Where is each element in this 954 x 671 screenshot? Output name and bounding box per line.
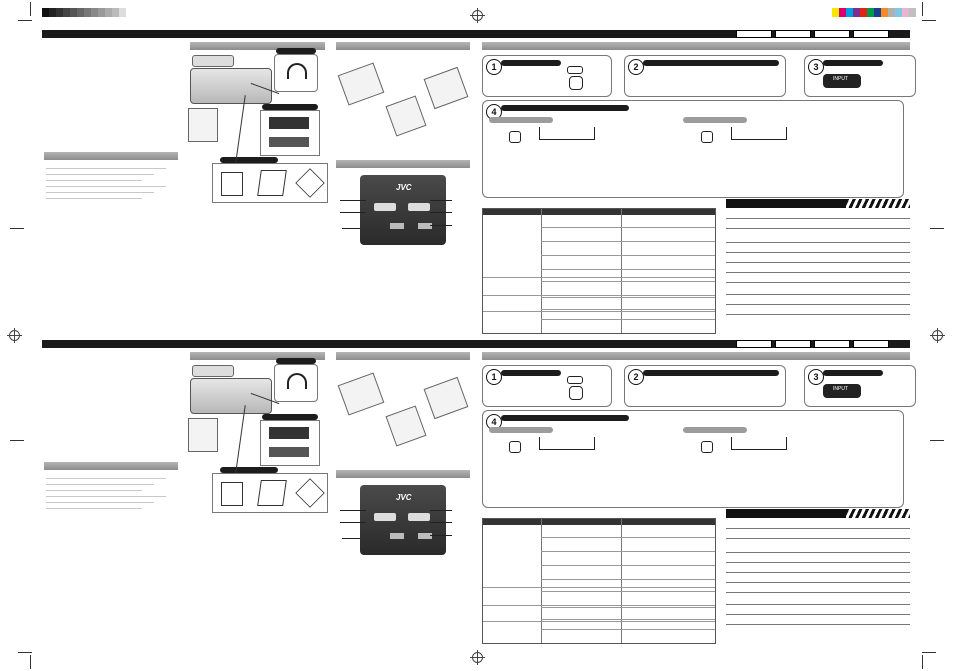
color-swatch (902, 8, 909, 17)
input-selector-label: INPUT (833, 76, 848, 82)
section-header-notes (44, 462, 178, 470)
gray-swatch (70, 8, 77, 17)
bracket-diagram (731, 127, 787, 140)
vcr-icon (269, 117, 309, 129)
insert-diagram-2 (424, 377, 469, 419)
crop-mark (30, 655, 31, 669)
step-2-box (624, 365, 786, 407)
step-4-title (501, 105, 629, 111)
table-row-divider (541, 241, 715, 242)
color-swatch (853, 8, 860, 17)
step-number-2: 2 (628, 369, 644, 385)
step-2-title (643, 60, 779, 66)
text-line (46, 186, 166, 187)
section-header-operation (482, 352, 910, 360)
table-row-divider (541, 619, 715, 620)
registration-mark-icon (472, 10, 483, 21)
color-swatch (860, 8, 867, 17)
registration-mark-icon (472, 652, 483, 663)
crop-mark (922, 655, 923, 669)
callout-line (430, 200, 452, 201)
spec-rule (726, 592, 910, 593)
device-button-right (408, 203, 430, 211)
gray-swatch (119, 8, 126, 17)
av-devices-box (260, 420, 320, 466)
step-number-4: 4 (486, 414, 502, 430)
table-row-divider (483, 587, 715, 588)
jvc-logo: JVC (396, 183, 412, 192)
table-row-divider (541, 309, 715, 310)
input-selector-icon (823, 384, 861, 398)
jvc-device-top-view (360, 175, 446, 245)
bracket-diagram (539, 437, 595, 450)
crop-mark (922, 20, 936, 21)
specs-header-band (726, 509, 846, 518)
text-line (46, 502, 154, 503)
bracket-diagram (539, 127, 595, 140)
table-header (483, 519, 715, 525)
crop-mark (922, 652, 936, 653)
spec-rule (726, 272, 910, 273)
step-2-box (624, 55, 786, 97)
color-swatch (839, 8, 846, 17)
spec-rule (726, 614, 910, 615)
player-unit (192, 365, 234, 377)
table-row-divider (541, 579, 715, 580)
callout-line (340, 212, 366, 213)
device-button-right (408, 513, 430, 521)
headphones-icon (287, 63, 307, 79)
color-swatch (832, 8, 839, 17)
header-tab (775, 340, 811, 348)
callout-line (430, 225, 452, 226)
step-4-left-subtitle (489, 427, 553, 433)
crop-mark (18, 652, 32, 653)
spec-rule (726, 528, 910, 529)
step-number-3: 3 (808, 369, 824, 385)
gray-swatch (42, 8, 49, 17)
device-button-left (374, 513, 396, 521)
callout-line (340, 510, 366, 511)
text-line (46, 168, 166, 169)
vcr-icon (269, 427, 309, 439)
step-4-right-subtitle (683, 117, 747, 123)
callout-line (430, 212, 452, 213)
switch-icon (567, 376, 583, 384)
crop-mark (18, 20, 32, 21)
color-swatch (888, 8, 895, 17)
spec-rule (726, 624, 910, 625)
camcorder-icon (221, 482, 243, 506)
device-port-right (418, 223, 432, 229)
step-4-box (482, 410, 904, 508)
table-row-divider (483, 295, 715, 296)
av-devices-box (260, 110, 320, 156)
devices-box (212, 473, 328, 513)
header-tab (853, 340, 889, 348)
step-4-right-subtitle (683, 427, 747, 433)
step-1-box (482, 365, 612, 407)
wall-outlet (188, 108, 218, 142)
table-row-divider (541, 227, 715, 228)
step-3-box (804, 365, 916, 407)
wall-outlet (188, 418, 218, 452)
hand-pointer-icon (701, 131, 713, 143)
callout-line (340, 522, 366, 523)
portable-dvd-icon (257, 480, 287, 506)
table-row-divider (483, 311, 715, 312)
text-line (46, 496, 166, 497)
insert-diagram-2 (424, 67, 469, 109)
step-number-2: 2 (628, 59, 644, 75)
cable-line (235, 405, 245, 472)
troubleshooting-table (482, 208, 716, 334)
text-line (46, 508, 142, 509)
switch-icon (567, 66, 583, 74)
registration-mark-icon (932, 330, 943, 341)
spec-rule (726, 304, 910, 305)
spec-rule (726, 294, 910, 295)
step-number-4: 4 (486, 104, 502, 120)
step-3-box (804, 55, 916, 97)
step-1-box (482, 55, 612, 97)
crop-mark (10, 228, 24, 229)
specs-header-band (726, 199, 846, 208)
header-tab (814, 30, 850, 38)
spec-rule (726, 218, 910, 219)
table-row-divider (483, 621, 715, 622)
insert-diagram-1 (338, 62, 385, 105)
text-line (46, 174, 154, 175)
step-number-1: 1 (486, 369, 502, 385)
crop-mark (930, 440, 944, 441)
header-tab (736, 340, 772, 348)
registration-mark-icon (9, 330, 20, 341)
callout-line (430, 510, 452, 511)
table-row-divider (541, 269, 715, 270)
player-unit (192, 55, 234, 67)
jvc-device-top-view (360, 485, 446, 555)
section-header-insert (336, 352, 470, 360)
color-swatch (867, 8, 874, 17)
jvc-logo: JVC (396, 493, 412, 502)
header-tab (814, 340, 850, 348)
crop-mark (30, 2, 31, 16)
header-tab (853, 30, 889, 38)
gray-swatch (91, 8, 98, 17)
device-port-left (390, 223, 404, 229)
section-header-operation (482, 42, 910, 50)
table-row-divider (541, 297, 715, 298)
spec-rule (726, 552, 910, 553)
headphones-icon (287, 373, 307, 389)
header-tab (775, 30, 811, 38)
gray-swatch (77, 8, 84, 17)
header-tabs (736, 340, 889, 348)
gray-swatch (98, 8, 105, 17)
color-swatch (909, 8, 916, 17)
hand-pointer-icon (569, 386, 583, 400)
spec-rule (726, 242, 910, 243)
spec-rule (726, 572, 910, 573)
gray-swatch (49, 8, 56, 17)
section-header-notes (44, 152, 178, 160)
insert-diagram-3 (385, 405, 426, 446)
troubleshooting-table (482, 518, 716, 644)
gray-swatch (112, 8, 119, 17)
spec-rule (726, 228, 910, 229)
insert-diagram-1 (338, 372, 385, 415)
table-row-divider (483, 277, 715, 278)
crop-mark (10, 440, 24, 441)
device-port-right (418, 533, 432, 539)
table-row-divider (541, 319, 715, 320)
table-row-divider (541, 551, 715, 552)
game-console-icon (295, 168, 324, 197)
device-button-left (374, 203, 396, 211)
spec-rule (726, 262, 910, 263)
callout-line (430, 522, 452, 523)
table-row-divider (541, 281, 715, 282)
color-swatch (881, 8, 888, 17)
step-1-title (501, 60, 561, 66)
text-line (46, 484, 154, 485)
callout-line (342, 538, 360, 539)
step-4-left-subtitle (489, 117, 553, 123)
table-header (483, 209, 715, 215)
devices-box (212, 163, 328, 203)
table-row-divider (541, 591, 715, 592)
color-swatch (895, 8, 902, 17)
table-row-divider (541, 537, 715, 538)
gray-swatch (56, 8, 63, 17)
table-row-divider (541, 565, 715, 566)
input-selector-label: INPUT (833, 386, 848, 392)
section-header-controls (336, 160, 470, 168)
table-row-divider (483, 605, 715, 606)
hand-pointer-icon (569, 76, 583, 90)
callout-line (340, 200, 366, 201)
section-header-controls (336, 470, 470, 478)
insert-diagram-3 (385, 95, 426, 136)
step-number-3: 3 (808, 59, 824, 75)
section-header-insert (336, 42, 470, 50)
spec-rule (726, 538, 910, 539)
step-3-title (823, 60, 883, 66)
callout-line (430, 535, 452, 536)
bracket-diagram (731, 437, 787, 450)
table-row-divider (541, 607, 715, 608)
game-console-icon (295, 478, 324, 507)
gray-swatch (105, 8, 112, 17)
text-line (46, 180, 142, 181)
table-row-divider (541, 255, 715, 256)
crop-mark (930, 228, 944, 229)
dvd-icon (269, 447, 309, 457)
text-line (46, 192, 154, 193)
spec-rule (726, 252, 910, 253)
header-tabs (736, 30, 889, 38)
step-1-title (501, 370, 561, 376)
camcorder-icon (221, 172, 243, 196)
text-line (46, 478, 166, 479)
crop-mark (922, 2, 923, 16)
dvd-icon (269, 137, 309, 147)
input-selector-icon (823, 74, 861, 88)
color-swatch (874, 8, 881, 17)
specs-header-stripes (846, 509, 910, 518)
spec-rule (726, 282, 910, 283)
step-2-title (643, 370, 779, 376)
portable-dvd-icon (257, 170, 287, 196)
gray-swatch (63, 8, 70, 17)
table-row-divider (541, 629, 715, 630)
specs-header-stripes (846, 199, 910, 208)
text-line (46, 490, 142, 491)
cable-line (235, 95, 245, 162)
hand-pointer-icon (509, 131, 521, 143)
hand-pointer-icon (509, 441, 521, 453)
callout-line (342, 228, 360, 229)
text-line (46, 198, 142, 199)
color-swatch (846, 8, 853, 17)
header-tab (736, 30, 772, 38)
device-port-left (390, 533, 404, 539)
step-4-title (501, 415, 629, 421)
spec-rule (726, 562, 910, 563)
step-number-1: 1 (486, 59, 502, 75)
headphones-box (274, 54, 318, 92)
spec-rule (726, 314, 910, 315)
spec-rule (726, 582, 910, 583)
spec-rule (726, 604, 910, 605)
hand-pointer-icon (701, 441, 713, 453)
step-3-title (823, 370, 883, 376)
headphones-box (274, 364, 318, 402)
step-4-box (482, 100, 904, 198)
gray-swatch (84, 8, 91, 17)
